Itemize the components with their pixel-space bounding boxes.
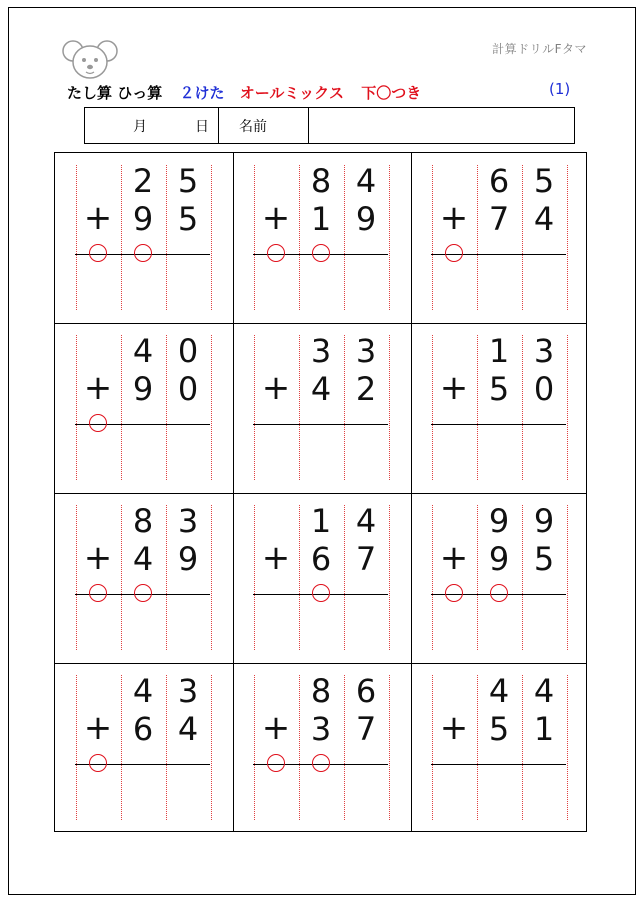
plus-sign: +: [261, 368, 291, 408]
bottom-ones-digit: 5: [177, 200, 199, 238]
problem-grid: [54, 152, 587, 832]
problem-cell[interactable]: [233, 663, 411, 833]
top-ones-digit: 3: [533, 332, 555, 370]
bottom-ones-digit: 0: [533, 370, 555, 408]
carry-circle-hundreds[interactable]: [445, 244, 463, 262]
column-guide-line: [76, 165, 77, 310]
title-mix: オールミックス: [239, 84, 344, 102]
problem-cell[interactable]: [233, 323, 411, 493]
column-guide-line: [389, 165, 390, 310]
carry-circle-tens[interactable]: [312, 754, 330, 772]
top-tens-digit: 8: [132, 502, 154, 540]
bottom-tens-digit: 1: [310, 200, 332, 238]
column-guide-line: [211, 335, 212, 480]
top-tens-digit: 4: [132, 332, 154, 370]
column-guide-line: [389, 675, 390, 820]
plus-sign: +: [261, 708, 291, 748]
mouse-face-icon: [61, 36, 119, 82]
bottom-ones-digit: 9: [355, 200, 377, 238]
carry-circle-hundreds[interactable]: [445, 584, 463, 602]
top-tens-digit: 1: [488, 332, 510, 370]
top-tens-digit: 2: [132, 162, 154, 200]
problem-cell[interactable]: [55, 493, 233, 663]
column-guide-line: [76, 505, 77, 650]
top-tens-digit: 3: [310, 332, 332, 370]
bottom-tens-digit: 9: [132, 200, 154, 238]
column-guide-line: [211, 505, 212, 650]
month-label: 月: [133, 119, 147, 135]
bottom-tens-digit: 6: [132, 710, 154, 748]
plus-sign: +: [261, 198, 291, 238]
carry-circle-tens[interactable]: [312, 244, 330, 262]
carry-circle-hundreds[interactable]: [89, 244, 107, 262]
bottom-ones-digit: 0: [177, 370, 199, 408]
carry-circle-tens[interactable]: [312, 584, 330, 602]
column-guide-line: [567, 165, 568, 310]
name-date-box: [84, 107, 575, 144]
bottom-ones-digit: 4: [177, 710, 199, 748]
title-digits: ２けた: [179, 84, 225, 102]
bottom-tens-digit: 5: [488, 710, 510, 748]
date-field[interactable]: [85, 108, 219, 143]
problem-cell[interactable]: [55, 323, 233, 493]
plus-sign: +: [439, 538, 469, 578]
column-guide-line: [567, 675, 568, 820]
problem-cell[interactable]: [55, 153, 233, 323]
column-guide-line: [432, 165, 433, 310]
column-guide-line: [389, 335, 390, 480]
carry-circle-hundreds[interactable]: [89, 584, 107, 602]
carry-circle-tens[interactable]: [490, 584, 508, 602]
column-guide-line: [254, 675, 255, 820]
top-tens-digit: 8: [310, 672, 332, 710]
bottom-ones-digit: 4: [533, 200, 555, 238]
name-label: 名前: [239, 119, 267, 135]
top-tens-digit: 4: [132, 672, 154, 710]
day-label: 日: [195, 119, 209, 135]
title-operation: たし算 ひっ算: [67, 84, 163, 102]
top-ones-digit: 4: [355, 502, 377, 540]
carry-circle-tens[interactable]: [134, 584, 152, 602]
top-ones-digit: 3: [355, 332, 377, 370]
column-guide-line: [432, 675, 433, 820]
top-ones-digit: 5: [533, 162, 555, 200]
column-guide-line: [76, 675, 77, 820]
top-tens-digit: 9: [488, 502, 510, 540]
carry-circle-tens[interactable]: [134, 244, 152, 262]
plus-sign: +: [439, 708, 469, 748]
bottom-tens-digit: 7: [488, 200, 510, 238]
bottom-tens-digit: 4: [310, 370, 332, 408]
bottom-tens-digit: 9: [488, 540, 510, 578]
top-ones-digit: 5: [177, 162, 199, 200]
top-ones-digit: 4: [355, 162, 377, 200]
sheet-number: (1): [549, 80, 571, 98]
problem-cell[interactable]: [411, 493, 589, 663]
bottom-ones-digit: 1: [533, 710, 555, 748]
plus-sign: +: [83, 708, 113, 748]
top-ones-digit: 9: [533, 502, 555, 540]
carry-circle-hundreds[interactable]: [89, 414, 107, 432]
top-tens-digit: 8: [310, 162, 332, 200]
column-guide-line: [432, 505, 433, 650]
top-ones-digit: 3: [177, 672, 199, 710]
bottom-tens-digit: 5: [488, 370, 510, 408]
name-field[interactable]: [309, 108, 574, 143]
plus-sign: +: [439, 368, 469, 408]
answer-line: [253, 424, 388, 425]
problem-cell[interactable]: [411, 663, 589, 833]
brand-label: 計算ドリルFタマ: [492, 42, 587, 56]
column-guide-line: [76, 335, 77, 480]
problem-cell[interactable]: [55, 663, 233, 833]
bottom-ones-digit: 5: [533, 540, 555, 578]
top-ones-digit: 0: [177, 332, 199, 370]
plus-sign: +: [83, 538, 113, 578]
bottom-tens-digit: 9: [132, 370, 154, 408]
top-ones-digit: 3: [177, 502, 199, 540]
top-tens-digit: 4: [488, 672, 510, 710]
top-ones-digit: 4: [533, 672, 555, 710]
bottom-tens-digit: 4: [132, 540, 154, 578]
bottom-ones-digit: 7: [355, 710, 377, 748]
bottom-ones-digit: 9: [177, 540, 199, 578]
carry-circle-hundreds[interactable]: [267, 754, 285, 772]
plus-sign: +: [83, 368, 113, 408]
column-guide-line: [389, 505, 390, 650]
column-guide-line: [211, 165, 212, 310]
top-ones-digit: 6: [355, 672, 377, 710]
column-guide-line: [254, 165, 255, 310]
column-guide-line: [567, 335, 568, 480]
column-guide-line: [254, 335, 255, 480]
problem-cell[interactable]: [233, 493, 411, 663]
worksheet-title: [67, 82, 587, 104]
column-guide-line: [211, 675, 212, 820]
column-guide-line: [254, 505, 255, 650]
top-tens-digit: 6: [488, 162, 510, 200]
answer-line: [431, 424, 566, 425]
carry-circle-hundreds[interactable]: [89, 754, 107, 772]
title-carry-note: 下〇つき: [361, 84, 422, 102]
plus-sign: +: [83, 198, 113, 238]
bottom-tens-digit: 3: [310, 710, 332, 748]
problem-cell[interactable]: [411, 323, 589, 493]
bottom-ones-digit: 7: [355, 540, 377, 578]
answer-line: [431, 764, 566, 765]
problem-cell[interactable]: [411, 153, 589, 323]
carry-circle-hundreds[interactable]: [267, 244, 285, 262]
column-guide-line: [432, 335, 433, 480]
plus-sign: +: [439, 198, 469, 238]
top-tens-digit: 1: [310, 502, 332, 540]
name-label-cell: [219, 108, 309, 143]
bottom-tens-digit: 6: [310, 540, 332, 578]
problem-cell[interactable]: [233, 153, 411, 323]
bottom-ones-digit: 2: [355, 370, 377, 408]
plus-sign: +: [261, 538, 291, 578]
column-guide-line: [567, 505, 568, 650]
